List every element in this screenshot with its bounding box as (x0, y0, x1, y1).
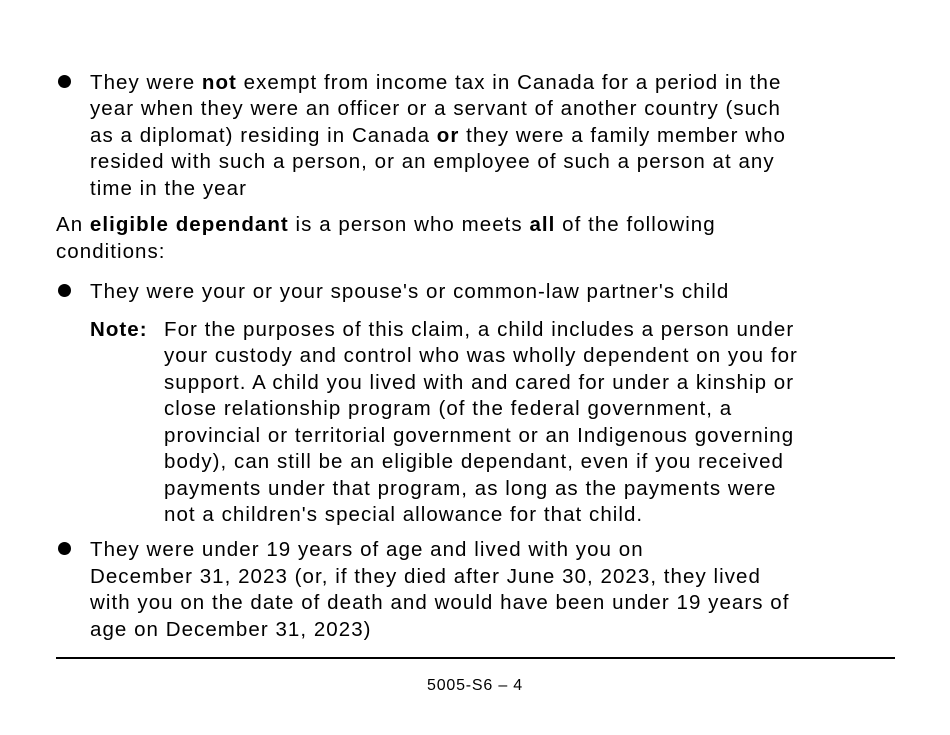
bullet-icon (58, 542, 71, 555)
bullet-1-line-4: resided with such a person, or an employee of such a person at any (90, 150, 775, 173)
bullet-1-line-3: as a diplomat) residing in Canada or they were a family member who (90, 124, 786, 147)
term-eligible-dependant: eligible dependant (89, 213, 289, 236)
eligible-para-line-2: conditions: (56, 240, 166, 263)
bullet-3-line: December 31, 2023 (or, if they died after June 30, 2023, they lived (90, 565, 761, 588)
note-line: body), can still be an eligible dependant, even if you received (164, 450, 785, 473)
footer-divider (56, 657, 895, 659)
bullet-icon (58, 284, 71, 297)
bullet-3-line: age on December 31, 2023) (90, 618, 372, 641)
note-line: For the purposes of this claim, a child includes a person under (164, 318, 795, 341)
note-line: not a children's special allowance for that child. (164, 503, 644, 526)
bullet-3-line: with you on the date of death and would have been under 19 years of (90, 591, 790, 614)
eligible-para-line-1: An eligible dependant is a person who meets all of the following (56, 213, 716, 236)
bullet-1-line-1: They were not exempt from income tax in Canada for a period in the (90, 71, 782, 94)
note-label: Note: (90, 318, 148, 341)
note-line: close relationship program (of the federal government, a (164, 397, 733, 420)
bullet-1-line-5: time in the year (90, 177, 247, 200)
bullet-1-line-2: year when they were an officer or a servant of another country (such (90, 97, 781, 120)
emphasis-all: all (529, 213, 556, 236)
emphasis-or: or (436, 124, 460, 147)
bullet-3-line: They were under 19 years of age and lived with you on (90, 538, 644, 561)
page-number: 5005-S6 – 4 (427, 677, 523, 694)
bullet-icon (58, 75, 71, 88)
note-line: your custody and control who was wholly dependent on you for (164, 344, 798, 367)
note-line: provincial or territorial government or an Indigenous governing (164, 424, 795, 447)
bullet-2-line-1: They were your or your spouse's or common-law partner's child (90, 280, 730, 303)
emphasis-not: not (201, 71, 237, 94)
note-line: payments under that program, as long as the payments were (164, 477, 777, 500)
note-line: support. A child you lived with and cared for under a kinship or (164, 371, 795, 394)
